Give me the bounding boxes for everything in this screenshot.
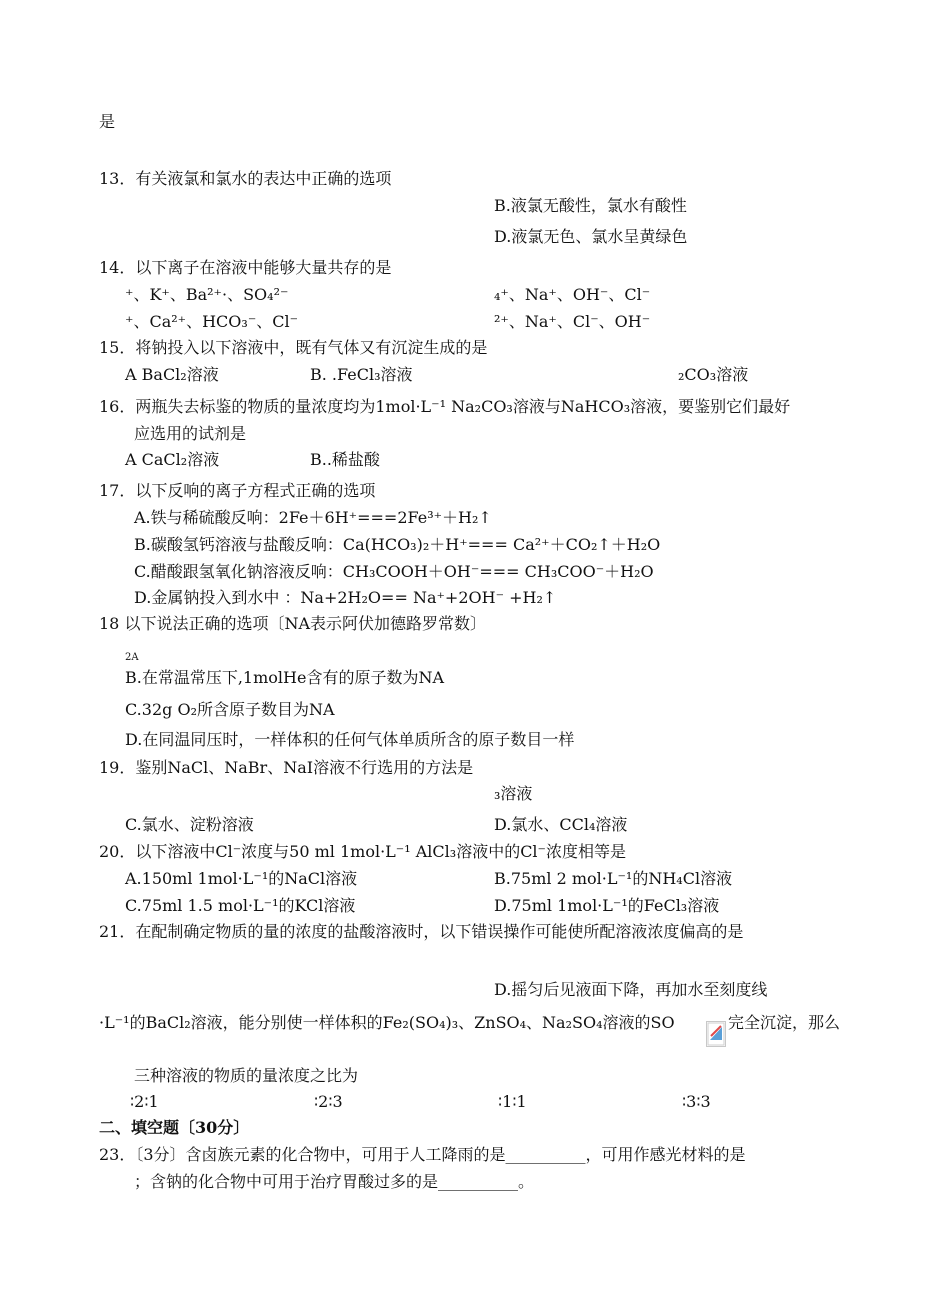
question-14: 14．以下离子在溶液中能够大量共存的是: [99, 258, 392, 277]
option-22-a: ∶2∶1: [130, 1092, 159, 1111]
option-17-b: B.碳酸氢钙溶液与盐酸反响：Ca(HCO₃)₂＋H⁺=== Ca²⁺＋CO₂↑＋H₂O: [134, 535, 661, 554]
option-14-d: ²⁺、Na⁺、Cl⁻、OH⁻: [494, 312, 651, 331]
option-14-b: ₄⁺、Na⁺、OH⁻、Cl⁻: [494, 285, 651, 304]
option-22-b: ∶2∶3: [314, 1092, 343, 1111]
question-16-continued: 应选用的试剂是: [134, 424, 247, 443]
question-19: 19．鉴别NaCl、NaBr、NaI溶液不行选用的方法是: [99, 758, 474, 777]
option-17-d: D.金属钠投入到水中 ：Na+2H₂O== Na⁺+2OH⁻ +H₂↑: [134, 588, 557, 607]
question-21: 21．在配制确定物质的量的浓度的盐酸溶液时，以下错误操作可能使所配溶液浓度偏高的是: [99, 922, 744, 941]
option-16-b: B..稀盐酸: [310, 450, 380, 469]
option-22-d: ∶3∶3: [682, 1092, 711, 1111]
option-13-d: D.液氯无色、氯水呈黄绿色: [494, 227, 688, 246]
option-22-c: ∶1∶1: [498, 1092, 527, 1111]
option-20-d: D.75ml 1mol·L⁻¹的FeCl₃溶液: [494, 896, 720, 915]
option-13-b: B.液氯无酸性，氯水有酸性: [494, 196, 687, 215]
option-15-d: ₂CO₃溶液: [678, 365, 749, 384]
broken-image-icon: [706, 1021, 726, 1047]
question-17: 17．以下反响的离子方程式正确的选项: [99, 481, 376, 500]
option-16-a: A CaCl₂溶液: [125, 450, 220, 469]
option-20-a: A.150ml 1mol·L⁻¹的NaCl溶液: [125, 869, 358, 888]
question-22-end: 完全沉淀，那么: [728, 1013, 841, 1032]
option-17-c: C.醋酸跟氢氧化钠溶液反响：CH₃COOH＋OH⁻=== CH₃COO⁻＋H₂O: [134, 562, 654, 581]
question-22-continued: 三种溶液的物质的量浓度之比为: [134, 1066, 359, 1085]
section-heading: 二、填空题〔30分〕: [99, 1118, 250, 1137]
question-18: 18 以下说法正确的选项〔NA表示阿伏加德路罗常数〕: [99, 614, 487, 633]
option-19-c: C.氯水、淀粉溶液: [125, 815, 254, 834]
question-20: 20．以下溶液中Cl⁻浓度与50 ml 1mol·L⁻¹ AlCl₃溶液中的Cl⁻浓度相等是: [99, 842, 626, 861]
option-18-a-fragment: 2A: [125, 652, 139, 663]
option-17-a: A.铁与稀硫酸反响：2Fe＋6H⁺===2Fe³⁺＋H₂↑: [134, 508, 492, 527]
option-15-a: A BaCl₂溶液: [125, 365, 219, 384]
question-22: ·L⁻¹的BaCl₂溶液，能分别使一样体积的Fe₂(SO₄)₃、ZnSO₄、Na₂SO₄溶液的SO: [99, 1013, 675, 1032]
option-20-b: B.75ml 2 mol·L⁻¹的NH₄Cl溶液: [494, 869, 733, 888]
question-16: 16．两瓶失去标鉴的物质的量浓度均为1mol·L⁻¹ Na₂CO₃溶液与NaHCO₃溶液，要鉴别它们最好: [99, 397, 791, 416]
option-18-d: D.在同温同压时，一样体积的任何气体单质所含的原子数目一样: [125, 730, 575, 749]
text-line: 是: [99, 112, 116, 131]
question-23-continued: ；含钠的化合物中可用于治疗胃酸过多的是__________。: [134, 1172, 535, 1191]
option-20-c: C.75ml 1.5 mol·L⁻¹的KCl溶液: [125, 896, 356, 915]
option-21-d: D.摇匀后见液面下降，再加水至刻度线: [494, 980, 768, 999]
option-18-c: C.32g O₂所含原子数目为NA: [125, 700, 335, 719]
option-19-d: D.氯水、CCl₄溶液: [494, 815, 628, 834]
question-13: 13．有关液氯和氯水的表达中正确的选项: [99, 169, 392, 188]
option-14-a: ⁺、K⁺、Ba²⁺·、SO₄²⁻: [125, 285, 289, 304]
option-15-b: B. .FeCl₃溶液: [310, 365, 413, 384]
option-19-b: ₃溶液: [494, 784, 533, 803]
option-18-b: B.在常温常压下,1molHe含有的原子数为NA: [125, 668, 445, 687]
question-15: 15．将钠投入以下溶液中，既有气体又有沉淀生成的是: [99, 338, 488, 357]
question-23: 23．〔3分〕含卤族元素的化合物中，可用于人工降雨的是__________，可用作感光材料的是: [99, 1145, 746, 1164]
option-14-c: ⁺、Ca²⁺、HCO₃⁻、Cl⁻: [125, 312, 299, 331]
